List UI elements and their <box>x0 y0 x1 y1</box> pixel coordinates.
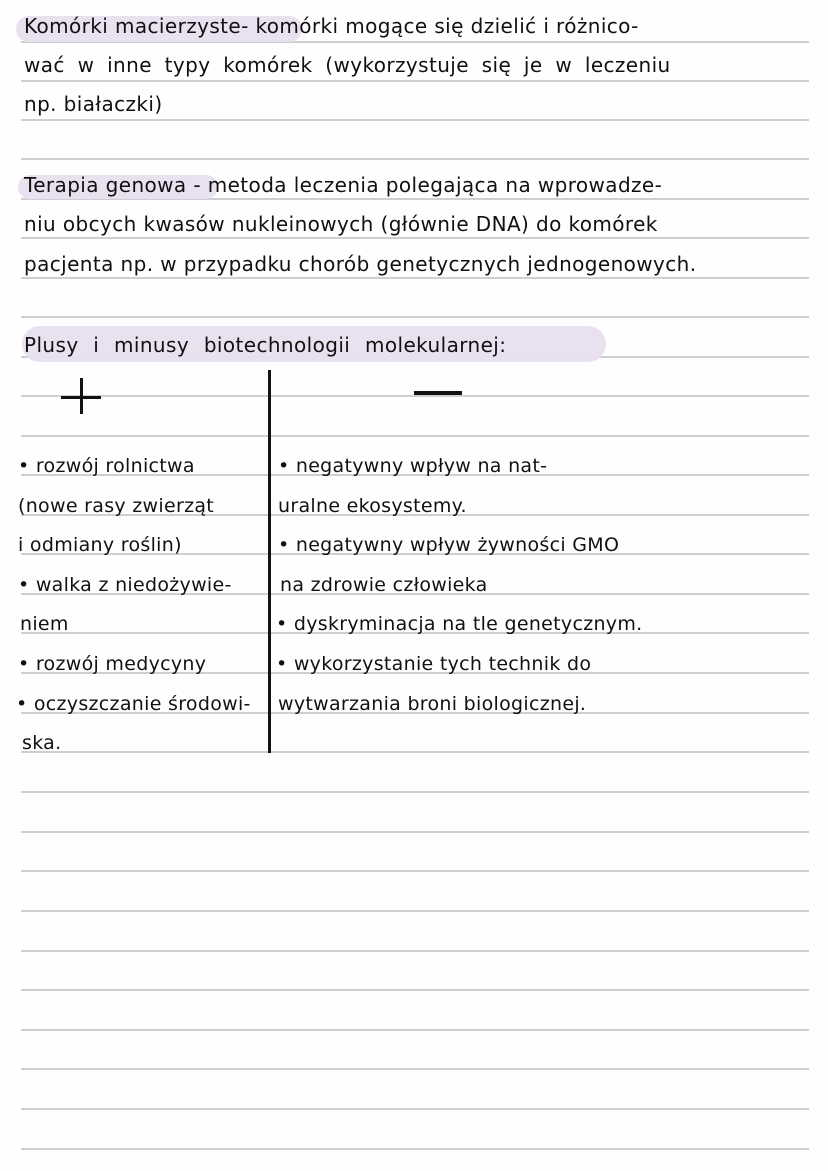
rule-line <box>21 119 809 121</box>
pros-line: • rozwój medycyny <box>18 653 207 675</box>
pros-line: • walka z niedożywie- <box>18 574 232 596</box>
rule-line <box>21 831 809 833</box>
rule-line <box>21 950 809 952</box>
note-line: niu obcych kwasów nukleinowych (głównie DNA) do komórek <box>24 212 658 236</box>
rule-line <box>21 1148 809 1150</box>
rule-line <box>21 1068 809 1070</box>
pros-line: niem <box>20 613 69 635</box>
pros-line: ska. <box>22 732 62 754</box>
rule-line <box>21 910 809 912</box>
minus-icon <box>414 391 462 395</box>
rule-line <box>21 316 809 318</box>
pros-line: (nowe rasy zwierząt <box>18 495 215 517</box>
cons-line: • negatywny wpływ żywności GMO <box>278 534 620 556</box>
cons-line: • dyskryminacja na tle genetycznym. <box>276 613 643 635</box>
rule-line <box>21 158 809 160</box>
rule-line <box>21 989 809 991</box>
note-line: wać w inne typy komórek (wykorzystuje się je w leczeniu <box>24 53 671 77</box>
cons-line: • wykorzystanie tych technik do <box>276 653 592 675</box>
rule-line <box>21 1029 809 1031</box>
rule-line <box>21 791 809 793</box>
rule-line <box>21 395 809 397</box>
cons-line: wytwarzania broni biologicznej. <box>278 693 587 715</box>
cons-line: uralne ekosystemy. <box>278 495 467 517</box>
note-line: Komórki macierzyste- komórki mogące się dzielić i różnico- <box>24 14 639 38</box>
table-divider <box>268 370 271 753</box>
rule-line <box>21 80 809 82</box>
cons-line: na zdrowie człowieka <box>280 574 488 596</box>
note-line: np. białaczki) <box>24 92 163 116</box>
rule-line <box>21 435 809 437</box>
rule-line <box>21 751 809 753</box>
note-line: pacjenta np. w przypadku chorób genetycznych jednogenowych. <box>24 252 697 276</box>
rule-line <box>21 1108 809 1110</box>
rule-line <box>21 870 809 872</box>
note-line: Terapia genowa - metoda leczenia polegająca na wprowadze- <box>24 173 663 197</box>
pros-line: i odmiany roślin) <box>18 534 182 556</box>
rule-line <box>21 277 809 279</box>
rule-line <box>21 237 809 239</box>
pros-line: • oczyszczanie środowi- <box>16 693 251 715</box>
plus-icon <box>61 378 101 418</box>
pros-line: • rozwój rolnictwa <box>18 455 195 477</box>
section-heading: Plusy i minusy biotechnologii molekularnej: <box>24 333 507 357</box>
cons-line: • negatywny wpływ na nat- <box>278 455 548 477</box>
